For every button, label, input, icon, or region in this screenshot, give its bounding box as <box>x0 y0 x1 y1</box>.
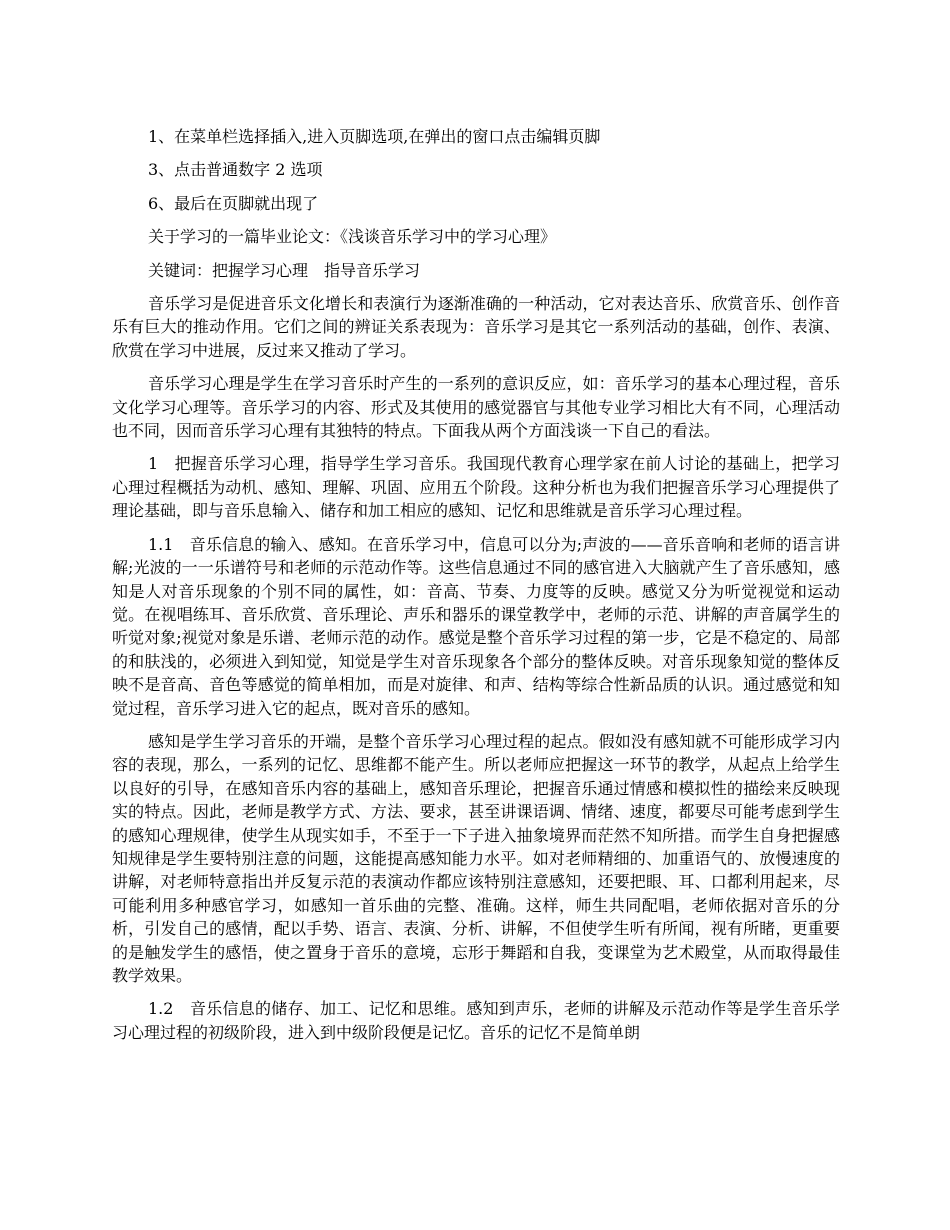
body-paragraph: 音乐学习是促进音乐文化增长和表演行为逐渐准确的一种活动，它对表达音乐、欣赏音乐、创作音乐有巨大的推动作用。它们之间的辨证关系表现为：音乐学习是其它一系列活动的基础，创作、表演、欣赏在学习中进展，反过来又推动了学习。 <box>112 294 840 360</box>
body-paragraph: 音乐学习心理是学生在学习音乐时产生的一系列的意识反应，如：音乐学习的基本心理过程，音乐文化学习心理等。音乐学习的内容、形式及其使用的感觉器官与其他专业学习相比大有不同，心理活动也不同，因而音乐学习心理有其独特的特点。下面我从两个方面浅谈一下自己的看法。 <box>112 374 840 441</box>
body-paragraph: 感知是学生学习音乐的开端，是整个音乐学习心理过程的起点。假如没有感知就不可能形成学习内容的表现，那么，一系列的记忆、思维都不能产生。所以老师应把握这一环节的教学，从起点上给学生以良好的引导，在感知音乐内容的基础上，感知音乐理论，把握音乐通过情感和模拟性的描绘来反映现实的特点。因此，老师是教学方式、方法、要求，甚至讲课语调、情绪、速度，都要尽可能考虑到学生的感知心理规律，使学生从现实如手，不至于一下子进入抽象境界而茫然不知所措。而学生自身把握感知规律是学生要特别注意的问题，这能提高感知能力水平。如对老师精细的、加重语气的、放慢速度的讲解，对老师特意指出并反复示范的表演动作都应该特别注意感知，还要把眼、耳、口都利用起来，尽可能利用多种感官学习，如感知一首乐曲的完整、准确。这样，师生共同配唱，老师依据对音乐的分析，引发自己的感情，配以手势、语言、表演、分析、讲解，不但使学生听有所闻，视有所睹，更重要的是触发学生的感悟，使之置身于音乐的意境，忘形于舞蹈和自我，变课堂为艺术殿堂，从而取得最佳教学效果。 <box>112 731 840 985</box>
keywords-line: 关键词：把握学习心理 指导音乐学习 <box>148 260 421 280</box>
section-1-1-paragraph: 1.1 音乐信息的输入、感知。在音乐学习中，信息可以分为;声波的——音乐音响和老师的语言讲解;光波的一一乐谱符号和老师的示范动作等。这些信息通过不同的感官进入大脑就产生了音乐感知，感知是人对音乐现象的个别不同的属性，如：音高、节奏、力度等的反映。感觉又分为听觉视觉和运动觉。在视唱练耳、音乐欣赏、音乐理论、声乐和器乐的课堂教学中，老师的示范、讲解的声音属学生的听觉对象;视觉对象是乐谱、老师示范的动作。感觉是整个音乐学习过程的第一步，它是不稳定的、局部的和肤浅的，必须进入到知觉，知觉是学生对音乐现象各个部分的整体反映。对音乐现象知觉的整体反映不是音高、音色等感觉的简单相加，而是对旋律、和声、结构等综合性新品质的认识。通过感觉和知觉过程，音乐学习进入它的起点，既对音乐的感知。 <box>112 534 840 718</box>
footer-step-1: 1、在菜单栏选择插入,进入页脚选项,在弹出的窗口点击编辑页脚 <box>148 127 601 146</box>
section-1-paragraph: 1 把握音乐学习心理，指导学生学习音乐。我国现代教育心理学家在前人讨论的基础上，把学习心理过程概括为动机、感知、理解、巩固、应用五个阶段。这种分析也为我们把握音乐学习心理提供了理论基础，即与音乐息输入、储存和加工相应的感知、记忆和思维就是音乐学习心理过程。 <box>112 454 840 521</box>
paper-title-line: 关于学习的一篇毕业论文：《浅谈音乐学习中的学习心理》 <box>148 227 557 247</box>
document-body <box>112 125 840 1044</box>
paper-body <box>112 292 840 1044</box>
footer-step-6: 6、最后在页脚就出现了 <box>148 193 319 213</box>
section-1-2-paragraph: 1.2 音乐信息的储存、加工、记忆和思维。感知到声乐，老师的讲解及示范动作等是学生音乐学习心理过程的初级阶段，进入到中级阶段便是记忆。音乐的记忆不是简单朗 <box>112 999 840 1042</box>
footer-step-3: 3、点击普通数字 2 选项 <box>148 160 323 180</box>
